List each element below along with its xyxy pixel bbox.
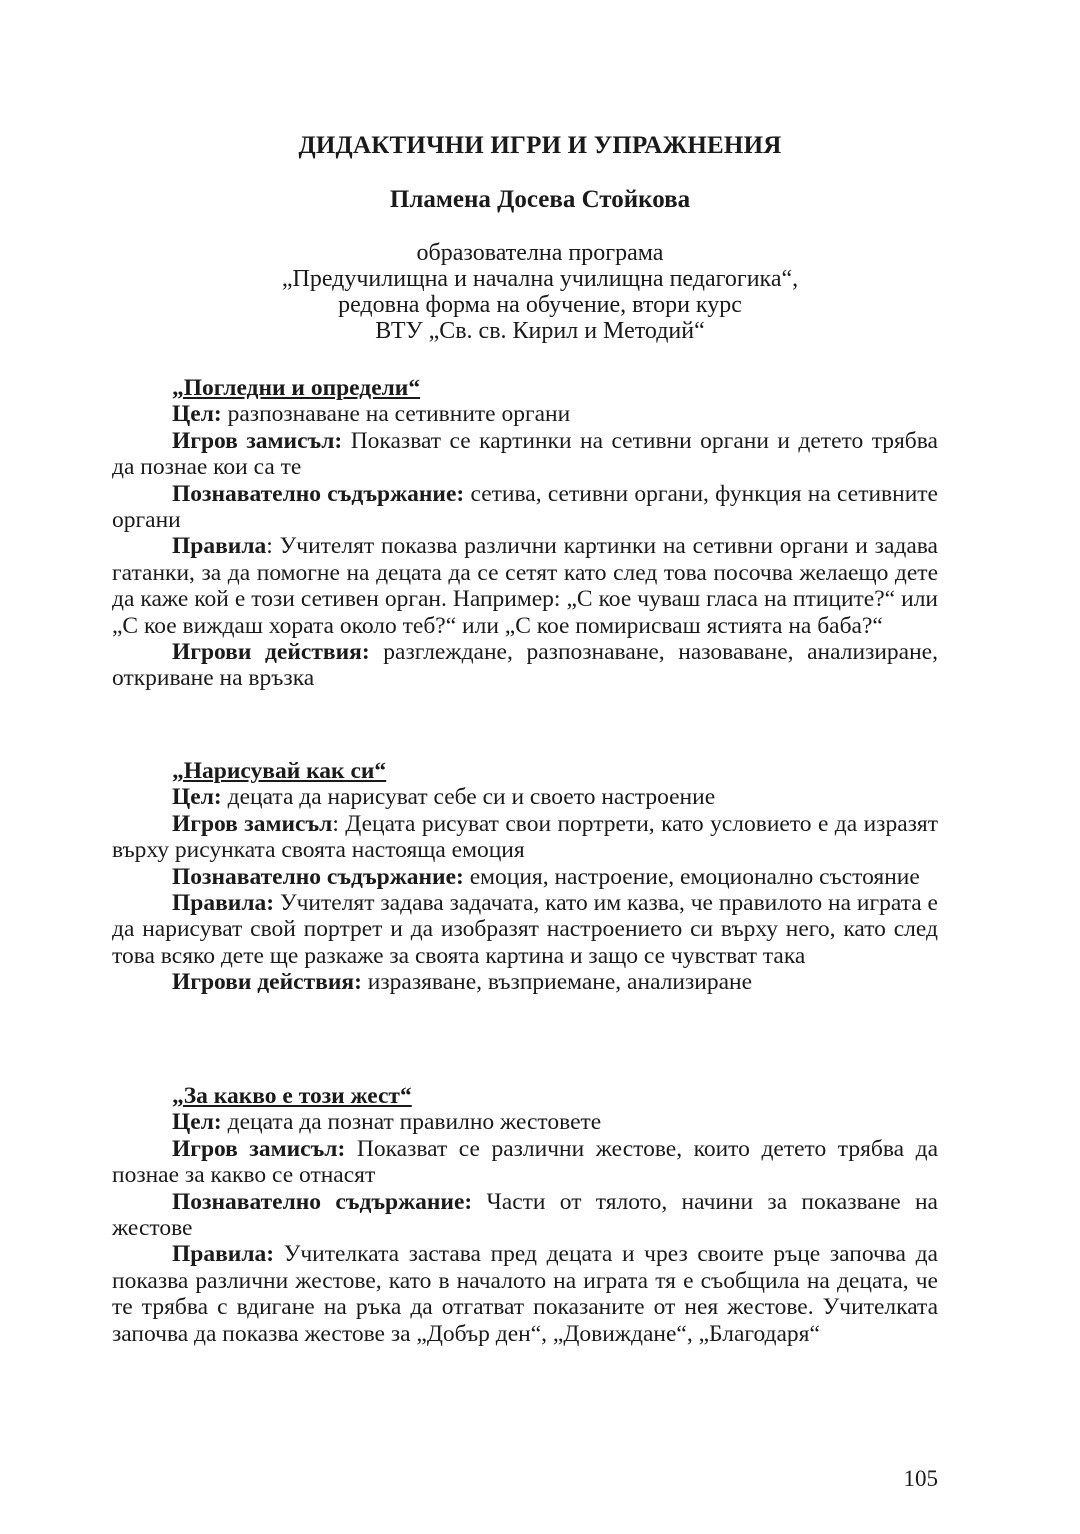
rules-text: Учителят задава задачата, като им казва, че правилото на играта е да нарисуват свой портрет и да изобразят настроението си върху него, като след това всяко дете ще разкаже за своята картина и защо се чувстват така: [112, 890, 938, 969]
rules-label: Правила:: [172, 890, 275, 917]
rules-label: Правила:: [172, 1241, 275, 1268]
rules-paragraph: [112, 1241, 938, 1347]
actions-text: разглеждане, разпознаване, назоваване, анализиране, откриване на връзка: [112, 639, 938, 692]
actions-paragraph: [112, 969, 938, 995]
actions-paragraph: [112, 639, 938, 692]
content-label: Познавателно съдържание:: [172, 863, 464, 890]
concept-label: Игров замисъл: [172, 810, 333, 837]
document-page: [112, 0, 938, 1534]
goal-paragraph: [112, 401, 938, 427]
rules-label: Правила: [172, 533, 267, 560]
content-label: Познавателно съдържание:: [172, 480, 465, 507]
content-label: Познавателно съдържание:: [172, 1188, 473, 1215]
affiliation-line: „Предучилищна и начална училищна педагогика“,: [281, 266, 799, 292]
concept-paragraph: [112, 428, 938, 481]
page-number: 105: [903, 1466, 938, 1491]
content-paragraph: [112, 481, 938, 534]
actions-label: Игрови действия:: [172, 639, 370, 666]
affiliation: [0, 240, 1080, 344]
concept-paragraph: [112, 811, 938, 864]
rules-paragraph: [112, 533, 938, 639]
game-section: [112, 758, 938, 996]
rules-paragraph: [112, 890, 938, 969]
goal-text: разпознаване на сетивните органи: [221, 401, 571, 428]
section-heading: „За какво е този жест“: [172, 1083, 412, 1109]
goal-text: децата да познат правилно жестовете: [221, 1109, 602, 1136]
concept-paragraph: [112, 1136, 938, 1189]
goal-label: Цел:: [172, 784, 222, 811]
concept-text: : Децата рисуват свои портрети, като условието е да изразят върху рисунката своята настояща емоция: [112, 810, 939, 864]
content-text: емоция, настроение, емоционално състояние: [463, 863, 920, 890]
game-section: [112, 375, 938, 692]
goal-paragraph: [112, 1109, 938, 1135]
goal-paragraph: [112, 784, 938, 810]
content-paragraph: [112, 1189, 938, 1242]
affiliation-line: образователна програма: [416, 240, 664, 266]
rules-text: Учителката застава пред децата и чрез своите ръце започва да показва различни жестове, като в началото на играта тя е съобщила на децата, че те трябва с вдигане на ръка да отгатват показаните от нея жестове. Учителката започва да показва жестове за „Добър ден“, „Довиждане“, „Благодаря“: [112, 1241, 938, 1347]
concept-label: Игров замисъл:: [172, 1135, 346, 1162]
goal-label: Цел:: [172, 401, 222, 428]
concept-text: Показват се картинки на сетивни органи и детето трябва да познае кои са те: [112, 427, 938, 481]
content-text: Части от тялото, начини за показване на жестове: [112, 1188, 938, 1242]
section-heading: „Погледни и определи“: [172, 375, 421, 401]
section-heading: „Нарисувай как си“: [172, 758, 387, 784]
actions-label: Игрови действия:: [172, 969, 362, 996]
actions-text: изразяване, възприемане, анализиране: [361, 969, 753, 996]
affiliation-line: ВТУ „Св. св. Кирил и Методий“: [375, 318, 705, 344]
goal-label: Цел:: [172, 1109, 222, 1136]
author-name: Пламена Досева Стойкова: [389, 186, 691, 213]
concept-text: Показват се различни жестове, които детето трябва да познае за какво се отнасят: [112, 1135, 938, 1189]
concept-label: Игров замисъл:: [172, 427, 343, 454]
rules-text: : Учителят показва различни картинки на сетивни органи и задава гатанки, за да помогне на децата да се сетят като след това посочва желаещо дете да каже кой е този сетивен орган. Например: „С кое чуваш гласа на птиците?“ или „С кое виждаш хората около теб?“ или „С кое помирисваш ястията на баба?“: [112, 533, 938, 639]
game-section: [112, 1083, 938, 1347]
affiliation-line: редовна форма на обучение, втори курс: [338, 292, 742, 318]
goal-text: децата да нарисуват себе си и своето настроение: [221, 784, 716, 811]
content-text: сетива, сетивни органи, функция на сетивните органи: [112, 480, 938, 534]
content-paragraph: [112, 864, 938, 890]
document-title: ДИДАКТИЧНИ ИГРИ И УПРАЖНЕНИЯ: [298, 132, 782, 159]
